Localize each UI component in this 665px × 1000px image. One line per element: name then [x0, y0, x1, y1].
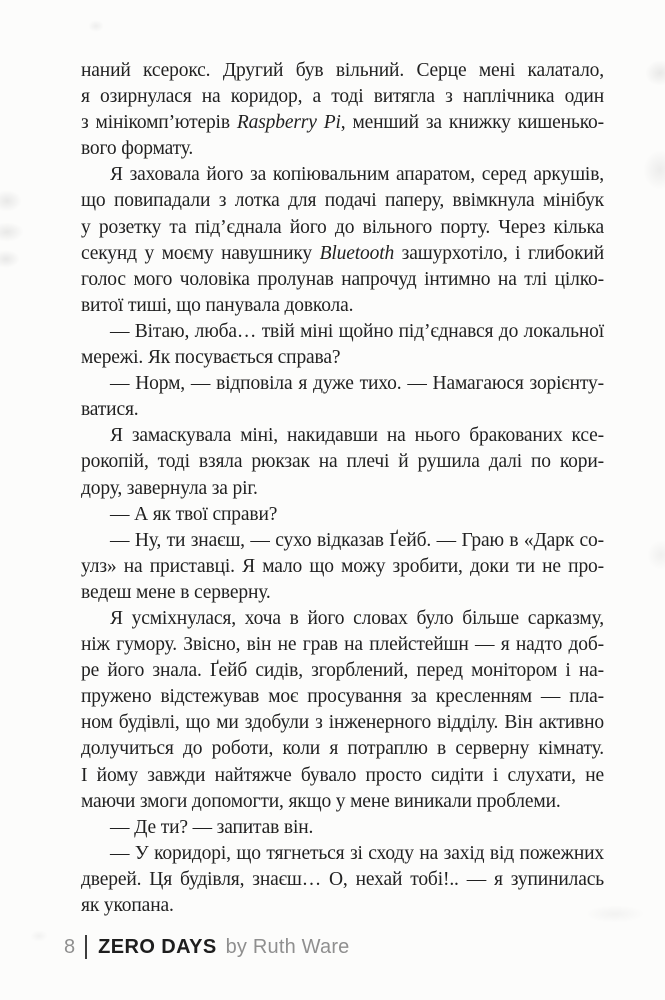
text-run: витої тиші, що панувала довкола.: [81, 294, 354, 316]
text-line: [81, 502, 604, 528]
italic-text-run: Bluetooth: [319, 242, 395, 264]
scan-artifact: [0, 190, 22, 212]
text-run: дверей. Ця будівля, знаєш… О, нехай тобі!.. — я зупинилась: [81, 868, 604, 890]
italic-text-run: Raspberry Pi: [236, 112, 341, 134]
scan-artifact: [645, 60, 665, 86]
scan-artifact: [647, 540, 665, 570]
text-line: [81, 241, 604, 267]
text-line: [81, 58, 604, 84]
text-run: маючи змоги допомогти, якщо у мене виникали проблеми.: [81, 790, 561, 812]
text-line: [81, 841, 604, 867]
text-line: [81, 215, 604, 241]
book-title: ZERO DAYS: [98, 935, 217, 958]
text-run: — У коридорі, що тягнеться зі сходу на захід від пожежних: [110, 842, 604, 864]
text-run: ніж гумору. Звісно, він не грав на плейстейшн — я надто доб-: [81, 634, 604, 656]
text-line: [81, 528, 604, 554]
text-line: [81, 162, 604, 188]
scan-artifact: [30, 930, 48, 942]
text-run: , менший за книжку кишенько-: [340, 112, 604, 134]
text-run: — Норм, — відповіла я дуже тихо. — Намагаюся зорієнту-: [110, 373, 604, 395]
text-line: [81, 293, 604, 319]
text-line: [81, 658, 604, 684]
text-line: [81, 423, 604, 449]
text-run: Я заховала його за копіювальним апаратом, серед аркушів,: [110, 164, 604, 186]
text-run: дору, завернула за ріг.: [81, 477, 258, 499]
text-run: я озирнулася на коридор, а тоді витягла з наплічника один: [81, 86, 604, 108]
text-run: ном будівлі, що ми здобули з інженерного відділу. Він активно: [81, 712, 604, 734]
scan-artifact: [0, 222, 24, 242]
text-line: [81, 815, 604, 841]
text-line: [81, 684, 604, 710]
text-line: [81, 188, 604, 214]
text-line: [81, 319, 604, 345]
text-line: [81, 893, 604, 919]
scan-artifact: [88, 20, 104, 32]
text-run: що повипадали з лотка для подачі паперу, ввімкнула мінібук: [81, 190, 604, 212]
text-line: [81, 110, 604, 136]
text-run: ватися.: [81, 399, 139, 421]
text-line: [81, 789, 604, 815]
text-run: долучиться до роботи, коли я потраплю в серверну кімнату.: [81, 738, 604, 760]
text-line: [81, 84, 604, 110]
text-line: [81, 632, 604, 658]
text-line: [81, 371, 604, 397]
text-run: у розетку та під’єднала його до вільного порту. Через кілька: [81, 216, 604, 238]
text-line: [81, 397, 604, 423]
text-line: [81, 267, 604, 293]
text-line: [81, 710, 604, 736]
text-line: [81, 345, 604, 371]
text-line: [81, 606, 604, 632]
text-line: [81, 476, 604, 502]
text-run: з мінікомп’ютерів: [81, 112, 237, 134]
text-run: голос мого чоловіка пролунав напрочуд інтимно на тлі цілко-: [81, 268, 604, 290]
text-run: — Ну, ти знаєш, — сухо відказав Ґейб. — Граю в «Дарк со-: [110, 529, 604, 551]
text-line: [81, 867, 604, 893]
text-run: наний ксерокс. Другий був вільний. Серце мені калатало,: [81, 60, 604, 81]
footer-divider: [85, 935, 87, 959]
scan-artifact: [0, 250, 20, 268]
text-run: рокопій, тоді взяла рюкзак на плечі й рушила далі по кори-: [81, 451, 604, 473]
text-line: [81, 580, 604, 606]
scan-artifact: [643, 150, 665, 190]
text-run: улз» на приставці. Я мало що можу зробити, доки ти не про-: [81, 555, 604, 577]
text-run: пружено відстежував моє просування за кресленням — пла-: [81, 686, 604, 708]
text-line: [81, 449, 604, 475]
text-run: секунд у моєму навушнику: [81, 242, 320, 264]
text-run: вого формату.: [81, 138, 194, 160]
text-run: як укопана.: [81, 895, 174, 916]
page-number: 8: [64, 935, 76, 958]
text-run: ведеш мене в серверну.: [81, 581, 271, 603]
text-line: [81, 763, 604, 789]
text-line: [81, 554, 604, 580]
text-run: зашурхотіло, і глибокий: [394, 242, 604, 264]
text-run: мережі. Як посувається справа?: [81, 347, 341, 369]
text-run: — Вітаю, люба… твій міні щойно під’єднався до локальної: [110, 320, 604, 342]
text-run: І йому завжди найтяжче бувало просто сидіти і слухати, не: [81, 764, 604, 786]
text-run: Я усміхнулася, хоча в його словах було більше сарказму,: [110, 607, 604, 629]
author-credit: by Ruth Ware: [225, 935, 350, 958]
text-run: ре його знала. Ґейб сидів, згорблений, перед монітором і на-: [81, 660, 604, 682]
text-line: [81, 736, 604, 762]
page-footer: [64, 933, 350, 961]
text-run: — А як твої справи?: [110, 503, 278, 525]
page-text: [81, 58, 604, 919]
text-line: [81, 136, 604, 162]
text-run: — Де ти? — запитав він.: [110, 816, 314, 838]
text-run: Я замаскувала міні, накидавши на нього бракованих ксе-: [110, 425, 604, 447]
